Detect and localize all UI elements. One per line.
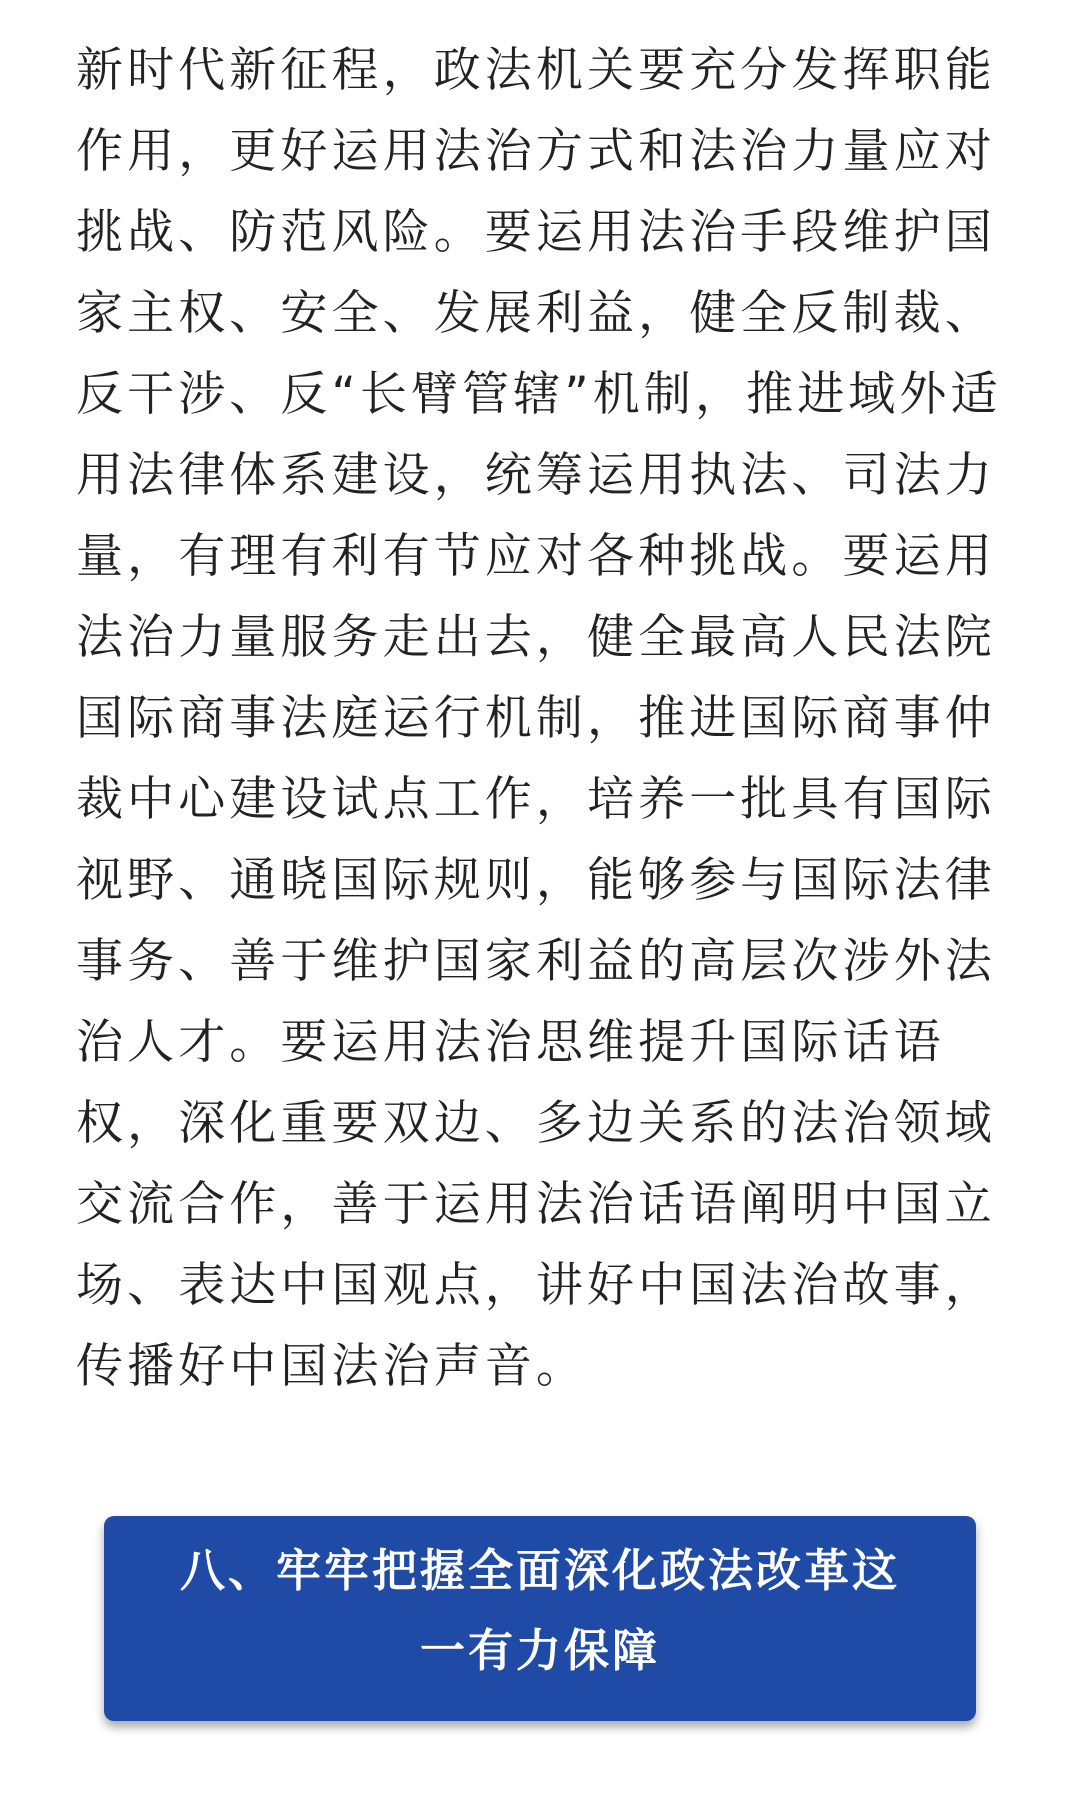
- paragraph-line: 交流合作，善于运用法治话语阐明中国立: [76, 1177, 996, 1232]
- paragraph-line: 场、表达中国观点，讲好中国法治故事，: [76, 1258, 996, 1313]
- paragraph-line: 传播好中国法治声音。: [76, 1339, 587, 1394]
- paragraph-line: 治人才。要运用法治思维提升国际话语: [76, 1015, 945, 1070]
- section-heading-line: 八、牢牢把握全面深化政法改革这: [179, 1544, 900, 1597]
- article-paragraph: [76, 30, 1016, 1407]
- paragraph-line: 反干涉、反“长臂管辖”机制，推进域外适: [76, 367, 1002, 422]
- paragraph-line: 权，深化重要双边、多边关系的法治领域: [76, 1096, 996, 1151]
- paragraph-line: 挑战、防范风险。要运用法治手段维护国: [76, 205, 996, 260]
- paragraph-line: 国际商事法庭运行机制，推进国际商事仲: [76, 691, 996, 746]
- paragraph-line: 量，有理有利有节应对各种挑战。要运用: [76, 529, 996, 584]
- section-heading-line: 一有力保障: [419, 1624, 660, 1677]
- paragraph-line: 事务、善于维护国家利益的高层次涉外法: [76, 934, 996, 989]
- paragraph-line: 作用，更好运用法治方式和法治力量应对: [76, 124, 996, 179]
- paragraph-line: 用法律体系建设，统筹运用执法、司法力: [76, 448, 996, 503]
- paragraph-line: 新时代新征程，政法机关要充分发挥职能: [76, 43, 996, 98]
- paragraph-line: 视野、通晓国际规则，能够参与国际法律: [76, 853, 996, 908]
- paragraph-line: 法治力量服务走出去，健全最高人民法院: [76, 610, 996, 665]
- paragraph-line: 家主权、安全、发展利益，健全反制裁、: [76, 286, 996, 341]
- section-heading-banner: [104, 1516, 976, 1721]
- paragraph-line: 裁中心建设试点工作，培养一批具有国际: [76, 772, 996, 827]
